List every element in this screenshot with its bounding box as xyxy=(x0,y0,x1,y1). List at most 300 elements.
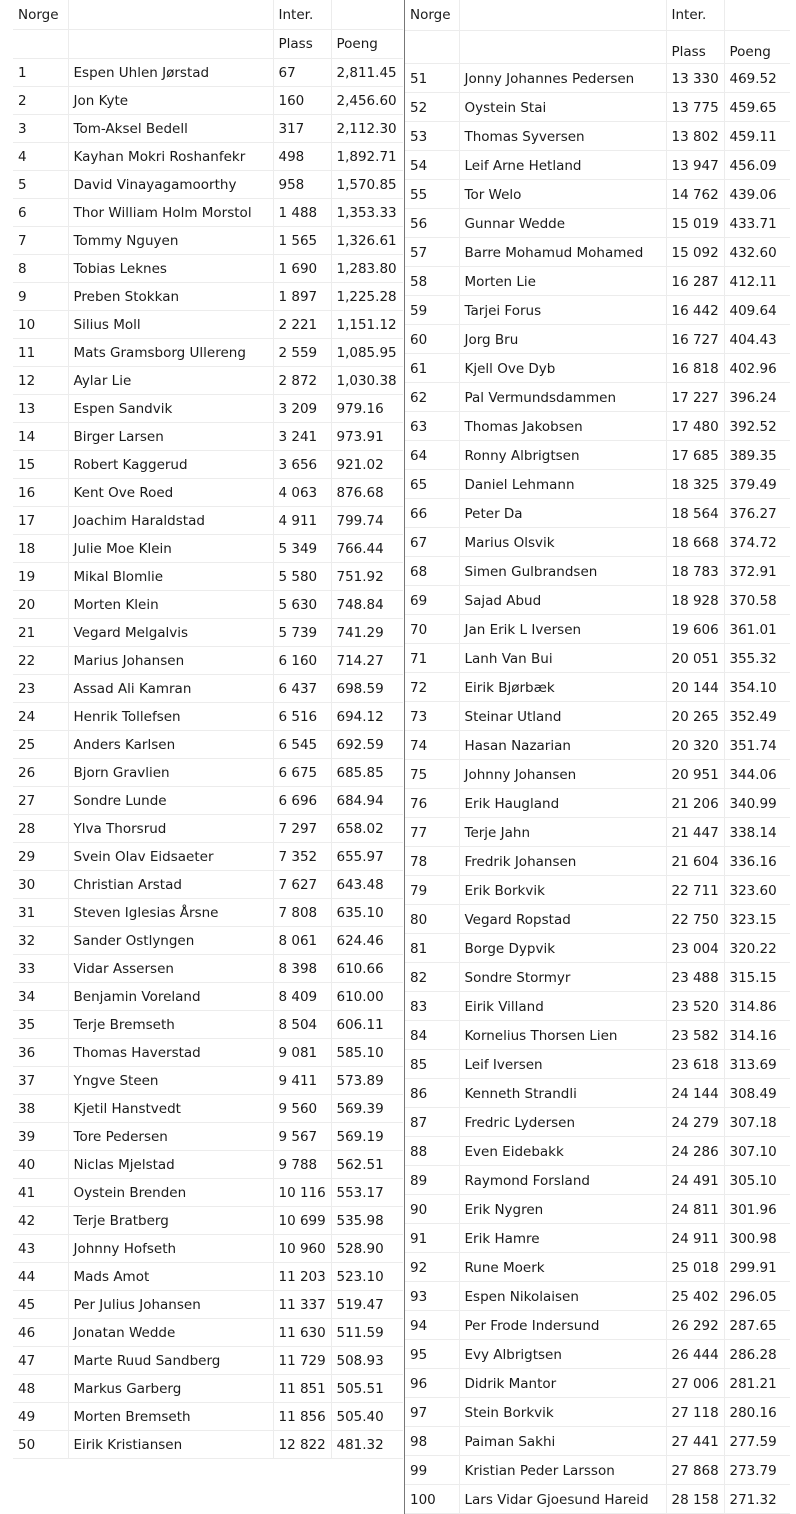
inter-plass-cell: 7 627 xyxy=(273,871,331,899)
inter-plass-cell: 13 947 xyxy=(666,151,724,180)
player-name-cell: Per Frode Indersund xyxy=(459,1311,666,1340)
player-name-cell: David Vinayagamoorthy xyxy=(68,171,273,199)
inter-plass-cell: 17 227 xyxy=(666,383,724,412)
ranking-table-left xyxy=(13,0,403,1459)
inter-plass-cell: 27 118 xyxy=(666,1398,724,1427)
table-row xyxy=(13,1067,403,1095)
rank-cell: 58 xyxy=(405,267,459,296)
player-name-cell: Marius Johansen xyxy=(68,647,273,675)
inter-plass-cell: 6 675 xyxy=(273,759,331,787)
rank-cell: 81 xyxy=(405,934,459,963)
inter-plass-cell: 2 559 xyxy=(273,339,331,367)
player-name-cell: Tarjei Forus xyxy=(459,296,666,325)
player-name-cell: Pal Vermundsdammen xyxy=(459,383,666,412)
player-name-cell: Johnny Johansen xyxy=(459,760,666,789)
poeng-cell: 338.14 xyxy=(724,818,790,847)
player-name-cell: Fredrik Johansen xyxy=(459,847,666,876)
poeng-cell: 404.43 xyxy=(724,325,790,354)
rank-cell: 36 xyxy=(13,1039,68,1067)
table-row xyxy=(13,1431,403,1459)
poeng-cell: 2,112.30 xyxy=(331,115,403,143)
player-name-cell: Borge Dypvik xyxy=(459,934,666,963)
player-name-cell: Espen Uhlen Jørstad xyxy=(68,59,273,87)
table-row xyxy=(405,1369,790,1398)
inter-plass-cell: 18 564 xyxy=(666,499,724,528)
player-name-cell: Sajad Abud xyxy=(459,586,666,615)
player-name-cell: Aylar Lie xyxy=(68,367,273,395)
table-row xyxy=(13,1375,403,1403)
rank-cell: 59 xyxy=(405,296,459,325)
rank-cell: 27 xyxy=(13,787,68,815)
poeng-cell: 685.85 xyxy=(331,759,403,787)
inter-plass-cell: 3 241 xyxy=(273,423,331,451)
player-name-cell: Espen Sandvik xyxy=(68,395,273,423)
inter-plass-cell: 11 729 xyxy=(273,1347,331,1375)
rank-cell: 70 xyxy=(405,615,459,644)
rank-cell: 50 xyxy=(13,1431,68,1459)
inter-header-blank xyxy=(724,0,790,31)
table-row xyxy=(405,1224,790,1253)
rank-cell: 94 xyxy=(405,1311,459,1340)
rank-cell: 31 xyxy=(13,899,68,927)
inter-plass-cell: 16 287 xyxy=(666,267,724,296)
rank-cell: 40 xyxy=(13,1151,68,1179)
inter-plass-cell: 958 xyxy=(273,171,331,199)
rank-cell: 74 xyxy=(405,731,459,760)
table-row xyxy=(13,899,403,927)
rank-cell: 19 xyxy=(13,563,68,591)
rank-cell: 69 xyxy=(405,586,459,615)
player-name-cell: Kristian Peder Larsson xyxy=(459,1456,666,1485)
rank-cell: 93 xyxy=(405,1282,459,1311)
inter-plass-cell: 5 349 xyxy=(273,535,331,563)
inter-plass-cell: 24 286 xyxy=(666,1137,724,1166)
rank-cell: 20 xyxy=(13,591,68,619)
name-subheader xyxy=(459,31,666,64)
inter-plass-cell: 17 685 xyxy=(666,441,724,470)
player-name-cell: Christian Arstad xyxy=(68,871,273,899)
inter-plass-cell: 6 160 xyxy=(273,647,331,675)
inter-plass-cell: 20 265 xyxy=(666,702,724,731)
rank-cell: 9 xyxy=(13,283,68,311)
inter-plass-cell: 19 606 xyxy=(666,615,724,644)
rank-cell: 68 xyxy=(405,557,459,586)
rank-cell: 30 xyxy=(13,871,68,899)
inter-plass-cell: 24 911 xyxy=(666,1224,724,1253)
table-row xyxy=(13,1011,403,1039)
table-row xyxy=(13,423,403,451)
poeng-cell: 1,353.33 xyxy=(331,199,403,227)
rank-cell: 5 xyxy=(13,171,68,199)
rank-subheader xyxy=(13,30,68,59)
rank-cell: 65 xyxy=(405,470,459,499)
poeng-cell: 296.05 xyxy=(724,1282,790,1311)
table-row xyxy=(13,59,403,87)
player-name-cell: Daniel Lehmann xyxy=(459,470,666,499)
country-header: Norge xyxy=(405,0,459,31)
poeng-cell: 376.27 xyxy=(724,499,790,528)
poeng-cell: 300.98 xyxy=(724,1224,790,1253)
rank-cell: 83 xyxy=(405,992,459,1021)
player-name-cell: Vegard Ropstad xyxy=(459,905,666,934)
poeng-cell: 741.29 xyxy=(331,619,403,647)
rank-cell: 61 xyxy=(405,354,459,383)
rank-cell: 17 xyxy=(13,507,68,535)
inter-plass-cell: 6 696 xyxy=(273,787,331,815)
table-row xyxy=(13,619,403,647)
poeng-cell: 610.00 xyxy=(331,983,403,1011)
inter-plass-cell: 10 116 xyxy=(273,1179,331,1207)
poeng-cell: 643.48 xyxy=(331,871,403,899)
poeng-cell: 389.35 xyxy=(724,441,790,470)
poeng-cell: 523.10 xyxy=(331,1263,403,1291)
plass-header: Plass xyxy=(666,31,724,64)
inter-plass-cell: 18 928 xyxy=(666,586,724,615)
right-ranking-panel xyxy=(404,0,790,1514)
player-name-cell: Sander Ostlyngen xyxy=(68,927,273,955)
poeng-cell: 748.84 xyxy=(331,591,403,619)
inter-plass-cell: 20 320 xyxy=(666,731,724,760)
player-name-cell: Erik Borkvik xyxy=(459,876,666,905)
inter-plass-cell: 6 545 xyxy=(273,731,331,759)
player-name-cell: Vidar Assersen xyxy=(68,955,273,983)
player-name-cell: Leif Iversen xyxy=(459,1050,666,1079)
player-name-cell: Kjell Ove Dyb xyxy=(459,354,666,383)
player-name-cell: Even Eidebakk xyxy=(459,1137,666,1166)
poeng-cell: 511.59 xyxy=(331,1319,403,1347)
poeng-cell: 684.94 xyxy=(331,787,403,815)
poeng-cell: 281.21 xyxy=(724,1369,790,1398)
rank-cell: 41 xyxy=(13,1179,68,1207)
ranking-table-right xyxy=(405,0,790,1514)
table-row xyxy=(405,383,790,412)
header-row xyxy=(13,0,403,30)
inter-plass-cell: 11 337 xyxy=(273,1291,331,1319)
inter-plass-cell: 23 618 xyxy=(666,1050,724,1079)
poeng-cell: 2,811.45 xyxy=(331,59,403,87)
poeng-cell: 1,892.71 xyxy=(331,143,403,171)
player-name-cell: Fredric Lydersen xyxy=(459,1108,666,1137)
poeng-cell: 1,570.85 xyxy=(331,171,403,199)
table-row xyxy=(13,843,403,871)
player-name-cell: Lanh Van Bui xyxy=(459,644,666,673)
player-name-cell: Per Julius Johansen xyxy=(68,1291,273,1319)
table-row xyxy=(405,238,790,267)
rank-cell: 53 xyxy=(405,122,459,151)
player-name-cell: Erik Hamre xyxy=(459,1224,666,1253)
rank-cell: 29 xyxy=(13,843,68,871)
rank-cell: 18 xyxy=(13,535,68,563)
inter-plass-cell: 16 818 xyxy=(666,354,724,383)
rank-cell: 8 xyxy=(13,255,68,283)
poeng-cell: 505.40 xyxy=(331,1403,403,1431)
player-name-cell: Preben Stokkan xyxy=(68,283,273,311)
poeng-cell: 439.06 xyxy=(724,180,790,209)
table-row xyxy=(405,180,790,209)
rank-cell: 11 xyxy=(13,339,68,367)
rank-cell: 56 xyxy=(405,209,459,238)
player-name-cell: Mats Gramsborg Ullereng xyxy=(68,339,273,367)
table-row xyxy=(405,615,790,644)
table-row xyxy=(405,296,790,325)
table-row xyxy=(405,151,790,180)
poeng-cell: 585.10 xyxy=(331,1039,403,1067)
player-name-cell: Svein Olav Eidsaeter xyxy=(68,843,273,871)
inter-plass-cell: 7 297 xyxy=(273,815,331,843)
player-name-cell: Thomas Syversen xyxy=(459,122,666,151)
rank-cell: 95 xyxy=(405,1340,459,1369)
poeng-cell: 469.52 xyxy=(724,64,790,93)
table-row xyxy=(405,470,790,499)
rank-cell: 32 xyxy=(13,927,68,955)
poeng-cell: 409.64 xyxy=(724,296,790,325)
player-name-cell: Lars Vidar Gjoesund Hareid xyxy=(459,1485,666,1514)
table-row xyxy=(13,143,403,171)
table-row xyxy=(13,563,403,591)
poeng-cell: 921.02 xyxy=(331,451,403,479)
poeng-cell: 692.59 xyxy=(331,731,403,759)
poeng-cell: 535.98 xyxy=(331,1207,403,1235)
poeng-cell: 698.59 xyxy=(331,675,403,703)
rank-cell: 26 xyxy=(13,759,68,787)
inter-plass-cell: 23 582 xyxy=(666,1021,724,1050)
table-row xyxy=(13,311,403,339)
table-row xyxy=(405,354,790,383)
player-name-cell: Steinar Utland xyxy=(459,702,666,731)
table-row xyxy=(405,267,790,296)
poeng-cell: 372.91 xyxy=(724,557,790,586)
player-name-cell: Marte Ruud Sandberg xyxy=(68,1347,273,1375)
table-row xyxy=(405,586,790,615)
inter-plass-cell: 5 580 xyxy=(273,563,331,591)
rank-cell: 96 xyxy=(405,1369,459,1398)
player-name-cell: Jonny Johannes Pedersen xyxy=(459,64,666,93)
rank-cell: 15 xyxy=(13,451,68,479)
player-name-cell: Anders Karlsen xyxy=(68,731,273,759)
inter-plass-cell: 15 019 xyxy=(666,209,724,238)
rank-cell: 43 xyxy=(13,1235,68,1263)
inter-header-blank xyxy=(331,0,403,30)
table-row xyxy=(13,255,403,283)
player-name-cell: Yngve Steen xyxy=(68,1067,273,1095)
rank-cell: 22 xyxy=(13,647,68,675)
inter-plass-cell: 7 808 xyxy=(273,899,331,927)
player-name-cell: Espen Nikolaisen xyxy=(459,1282,666,1311)
poeng-cell: 374.72 xyxy=(724,528,790,557)
poeng-cell: 2,456.60 xyxy=(331,87,403,115)
poeng-cell: 519.47 xyxy=(331,1291,403,1319)
table-row xyxy=(405,876,790,905)
player-name-cell: Kent Ove Roed xyxy=(68,479,273,507)
rank-cell: 88 xyxy=(405,1137,459,1166)
rank-cell: 47 xyxy=(13,1347,68,1375)
rank-cell: 3 xyxy=(13,115,68,143)
name-subheader xyxy=(68,30,273,59)
poeng-cell: 361.01 xyxy=(724,615,790,644)
inter-plass-cell: 21 604 xyxy=(666,847,724,876)
poeng-cell: 610.66 xyxy=(331,955,403,983)
poeng-cell: 459.65 xyxy=(724,93,790,122)
poeng-cell: 569.39 xyxy=(331,1095,403,1123)
player-name-cell: Assad Ali Kamran xyxy=(68,675,273,703)
poeng-cell: 379.49 xyxy=(724,470,790,499)
rank-cell: 63 xyxy=(405,412,459,441)
table-row xyxy=(405,122,790,151)
poeng-cell: 336.16 xyxy=(724,847,790,876)
rank-cell: 54 xyxy=(405,151,459,180)
player-name-cell: Terje Jahn xyxy=(459,818,666,847)
player-name-cell: Kayhan Mokri Roshanfekr xyxy=(68,143,273,171)
table-row xyxy=(13,1039,403,1067)
poeng-cell: 277.59 xyxy=(724,1427,790,1456)
table-row xyxy=(405,1108,790,1137)
poeng-cell: 280.16 xyxy=(724,1398,790,1427)
inter-plass-cell: 3 209 xyxy=(273,395,331,423)
poeng-cell: 286.28 xyxy=(724,1340,790,1369)
poeng-header: Poeng xyxy=(331,30,403,59)
poeng-cell: 271.32 xyxy=(724,1485,790,1514)
inter-plass-cell: 28 158 xyxy=(666,1485,724,1514)
table-row xyxy=(13,591,403,619)
table-row xyxy=(13,1319,403,1347)
rank-cell: 39 xyxy=(13,1123,68,1151)
player-name-cell: Henrik Tollefsen xyxy=(68,703,273,731)
player-name-cell: Tor Welo xyxy=(459,180,666,209)
inter-plass-cell: 13 802 xyxy=(666,122,724,151)
inter-plass-cell: 14 762 xyxy=(666,180,724,209)
player-name-cell: Jonatan Wedde xyxy=(68,1319,273,1347)
table-row xyxy=(13,199,403,227)
table-row xyxy=(13,1151,403,1179)
table-row xyxy=(405,325,790,354)
player-name-cell: Vegard Melgalvis xyxy=(68,619,273,647)
table-row xyxy=(13,731,403,759)
player-name-cell: Evy Albrigtsen xyxy=(459,1340,666,1369)
table-row xyxy=(405,1311,790,1340)
rank-cell: 7 xyxy=(13,227,68,255)
country-header: Norge xyxy=(13,0,68,30)
table-row xyxy=(405,1282,790,1311)
table-row xyxy=(13,815,403,843)
inter-plass-cell: 2 872 xyxy=(273,367,331,395)
inter-plass-cell: 17 480 xyxy=(666,412,724,441)
poeng-cell: 432.60 xyxy=(724,238,790,267)
inter-plass-cell: 11 856 xyxy=(273,1403,331,1431)
inter-plass-cell: 1 690 xyxy=(273,255,331,283)
table-row xyxy=(405,1398,790,1427)
player-name-cell: Julie Moe Klein xyxy=(68,535,273,563)
table-row xyxy=(405,412,790,441)
inter-plass-cell: 6 437 xyxy=(273,675,331,703)
inter-plass-cell: 9 411 xyxy=(273,1067,331,1095)
rank-cell: 21 xyxy=(13,619,68,647)
player-name-cell: Ylva Thorsrud xyxy=(68,815,273,843)
name-header xyxy=(459,0,666,31)
poeng-cell: 508.93 xyxy=(331,1347,403,1375)
rank-subheader xyxy=(405,31,459,64)
poeng-cell: 624.46 xyxy=(331,927,403,955)
player-name-cell: Peter Da xyxy=(459,499,666,528)
inter-plass-cell: 10 699 xyxy=(273,1207,331,1235)
inter-plass-cell: 26 444 xyxy=(666,1340,724,1369)
poeng-cell: 355.32 xyxy=(724,644,790,673)
inter-plass-cell: 24 279 xyxy=(666,1108,724,1137)
inter-header: Inter. xyxy=(666,0,724,31)
rank-cell: 97 xyxy=(405,1398,459,1427)
subheader-row xyxy=(405,31,790,64)
rank-cell: 13 xyxy=(13,395,68,423)
table-row xyxy=(13,1123,403,1151)
inter-plass-cell: 498 xyxy=(273,143,331,171)
table-row xyxy=(13,1347,403,1375)
poeng-cell: 354.10 xyxy=(724,673,790,702)
inter-plass-cell: 1 488 xyxy=(273,199,331,227)
inter-plass-cell: 23 520 xyxy=(666,992,724,1021)
rank-cell: 86 xyxy=(405,1079,459,1108)
table-row xyxy=(13,507,403,535)
player-name-cell: Jorg Bru xyxy=(459,325,666,354)
poeng-cell: 1,030.38 xyxy=(331,367,403,395)
poeng-cell: 340.99 xyxy=(724,789,790,818)
inter-plass-cell: 21 447 xyxy=(666,818,724,847)
poeng-cell: 314.86 xyxy=(724,992,790,1021)
table-row xyxy=(13,703,403,731)
header-row xyxy=(405,0,790,31)
rank-cell: 16 xyxy=(13,479,68,507)
player-name-cell: Gunnar Wedde xyxy=(459,209,666,238)
inter-plass-cell: 11 851 xyxy=(273,1375,331,1403)
inter-plass-cell: 1 897 xyxy=(273,283,331,311)
table-row xyxy=(13,339,403,367)
table-row xyxy=(13,1263,403,1291)
rank-cell: 80 xyxy=(405,905,459,934)
poeng-cell: 412.11 xyxy=(724,267,790,296)
inter-plass-cell: 5 739 xyxy=(273,619,331,647)
table-row xyxy=(405,905,790,934)
poeng-cell: 433.71 xyxy=(724,209,790,238)
poeng-cell: 553.17 xyxy=(331,1179,403,1207)
table-row xyxy=(13,87,403,115)
inter-plass-cell: 20 051 xyxy=(666,644,724,673)
inter-plass-cell: 23 488 xyxy=(666,963,724,992)
inter-plass-cell: 23 004 xyxy=(666,934,724,963)
rank-cell: 57 xyxy=(405,238,459,267)
rank-cell: 37 xyxy=(13,1067,68,1095)
table-row xyxy=(13,983,403,1011)
inter-plass-cell: 8 398 xyxy=(273,955,331,983)
name-header xyxy=(68,0,273,30)
rank-cell: 79 xyxy=(405,876,459,905)
inter-plass-cell: 18 668 xyxy=(666,528,724,557)
rank-cell: 12 xyxy=(13,367,68,395)
table-row xyxy=(405,1166,790,1195)
player-name-cell: Niclas Mjelstad xyxy=(68,1151,273,1179)
rank-cell: 85 xyxy=(405,1050,459,1079)
rank-cell: 71 xyxy=(405,644,459,673)
table-row xyxy=(405,992,790,1021)
table-row xyxy=(405,1050,790,1079)
inter-plass-cell: 24 144 xyxy=(666,1079,724,1108)
table-row xyxy=(405,1137,790,1166)
inter-plass-cell: 21 206 xyxy=(666,789,724,818)
table-row xyxy=(405,760,790,789)
poeng-cell: 973.91 xyxy=(331,423,403,451)
player-name-cell: Benjamin Voreland xyxy=(68,983,273,1011)
table-row xyxy=(405,731,790,760)
inter-plass-cell: 160 xyxy=(273,87,331,115)
rank-cell: 60 xyxy=(405,325,459,354)
rank-cell: 45 xyxy=(13,1291,68,1319)
